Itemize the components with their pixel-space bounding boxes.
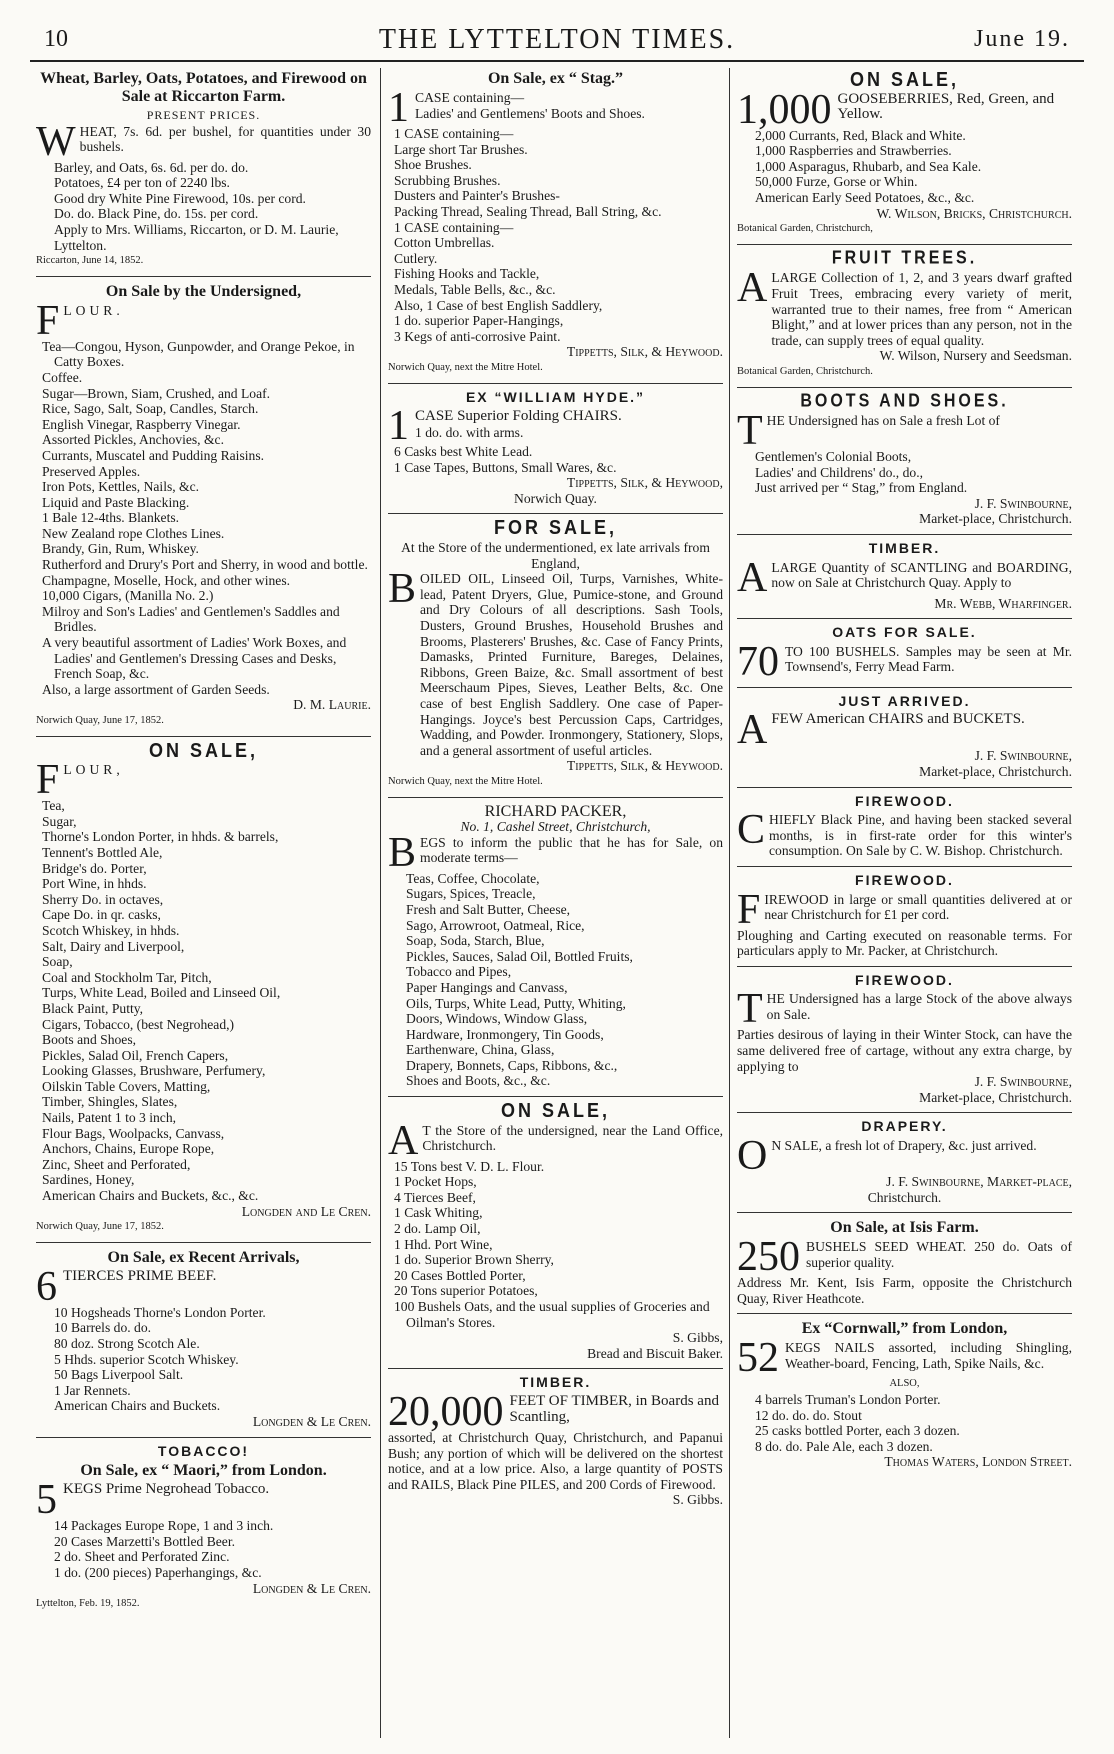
ad-line: Cigars, Tobacco, (best Negrohead,) [42,1016,235,1032]
ad-line: Pickles, Salad Oil, French Capers, [42,1047,229,1063]
ad-line: Hardware, Ironmongery, Tin Goods, [406,1026,604,1042]
ad-dateline: Lyttelton, Feb. 19, 1852. [36,1598,140,1610]
ad-line: 4 barrels Truman's London Porter. [755,1391,941,1407]
ad-signature: Longden & Le Cren. [252,1580,371,1596]
ad-line: 14 Packages Europe Rope, 1 and 3 inch. [54,1518,274,1534]
big-number: 1 [388,85,409,131]
ad-line: 10 Hogsheads Thorne's London Porter. [54,1304,266,1320]
ad-line: Medals, Table Bells, &c., &c. [394,281,556,297]
column-3 [737,68,1072,1483]
big-number: 6 [36,1263,57,1310]
ad-line: Earthenware, China, Glass, [406,1042,555,1058]
ad-line: Large short Tar Brushes. [394,141,528,157]
ad-line: Boots and Shoes, [42,1032,137,1048]
ad-title: FIREWOOD. [855,971,954,988]
ad-line: Also, 1 Case of best English Saddlery, [394,297,603,313]
ad-title: ON SALE, [500,1098,610,1122]
ad-text: HE Undersigned has on Sale a fresh Lot of [766,413,1000,429]
ad-line: Rice, Sago, Salt, Soap, Candles, Starch. [42,401,259,417]
drop-cap: T [737,408,763,455]
ad-title: On Sale, at Isis Farm. [830,1219,979,1237]
ad-line: 1 Pocket Hops, [394,1174,477,1190]
ad-text: KEGS NAILS assorted, including Shingling, Weather-board, Fencing, Lath, Spike Nails, &c. [785,1340,1072,1371]
ad-line: Black Paint, Putty, [42,1000,144,1016]
ad-just-arrived [737,694,1072,788]
ad-line: Tea—Congou, Hyson, Gunpowder, and Orange Pekoe, in Catty Boxes. [42,338,355,370]
ad-signature: Tippetts, Silk, & Heywood. [566,344,723,360]
ad-title: DRAPERY. [861,1118,948,1135]
ad-address: Market-place, Christchurch. [919,1089,1072,1105]
ad-gibbs-on-sale [388,1098,723,1369]
ad-line: Currants, Muscatel and Pudding Raisins. [42,447,265,463]
drop-cap: F [36,757,60,804]
ad-line: Cape Do. in qr. casks, [42,907,161,923]
ad-line: Preserved Apples. [42,463,141,479]
ad-title: EX “WILLIAM HYDE.” [465,388,646,405]
ad-line: 20 Tons superior Potatoes, [394,1283,538,1299]
ad-signature: Tippetts, Silk, & Heywood, [566,475,723,491]
ad-text: HIEFLY Black Pine, and having been stacked several months, is in first-rate order for this winter's consumption. On Sale by C. W. Bishop. Christchurch. [769,812,1072,859]
ad-line: 3 Kegs of anti-corrosive Paint. [394,328,561,344]
ad-line: 12 do. do. do. Stout [755,1407,862,1423]
ad-line: Champagne, Moselle, Hock, and other wines. [42,572,291,588]
ad-lines [388,126,723,344]
ad-line: 50,000 Furze, Gorse or Whin. [755,174,918,190]
ad-line: Tennent's Bottled Ale, [42,844,163,860]
ad-line: 1,000 Asparagus, Rhubarb, and Sea Kale. [755,158,982,174]
ad-firewood-bishop [737,794,1072,867]
ad-lines [388,871,723,1089]
ad-text: IREWOOD in large or small quantities delivered at or near Christchurch for £1 per cord. [764,891,1072,923]
column-1 [36,68,371,1625]
ad-lines [737,128,1072,206]
ad-line: 1 Bale 12-4ths. Blankets. [42,510,180,526]
ad-line: Nails, Patent 1 to 3 inch, [42,1110,177,1126]
ad-line: 1 do. superior Paper-Hangings, [394,313,564,329]
ad-subtitle: No. 1, Cashel Street, Christchurch, [460,819,651,835]
ad-line: 2 do. Lamp Oil, [394,1221,481,1237]
ad-text: 1 do. do. with arms. [415,424,524,440]
ad-title: OATS FOR SALE. [832,624,977,641]
ad-address: Bread and Biscuit Baker. [587,1345,723,1361]
ad-line: Coffee. [42,369,83,385]
ad-line: New Zealand rope Clothes Lines. [42,525,225,541]
drop-cap: B [388,829,417,876]
masthead [30,20,1084,62]
ad-signature: Tippetts, Silk, & Heywood. [566,758,723,774]
ad-oats [737,625,1072,688]
ad-line: 1 Jar Rennets. [54,1382,131,1398]
ad-riccarton-farm [36,70,371,277]
ad-text: LOUR, [63,762,124,778]
ad-line: Packing Thread, Sealing Thread, Ball String, &c. [394,203,662,219]
drop-cap: W [36,118,76,165]
ad-title: BOOTS AND SHOES. [800,391,1009,411]
ad-title: FOR SALE, [493,515,617,539]
ad-line: Sugar, [42,813,77,829]
ad-text: LARGE Collection of 1, 2, and 3 years dwarf grafted Fruit Trees, embracing every variety of merit, warranted true to their names, free from “ American Blight,” and at lower prices than any person, not in the trade, can supply trees of equal quality. [771,270,1072,348]
ad-lines [737,1392,1072,1454]
ad-title: TIMBER. [868,540,941,557]
ad-laurie [36,283,371,737]
ad-line: Gentlemen's Colonial Boots, [755,449,912,465]
ad-text: N SALE, a fresh lot of Drapery, &c. just arrived. [771,1137,1037,1153]
drop-cap: O [737,1132,768,1179]
big-number: 70 [737,638,779,685]
ad-line: A very beautiful assortment of Ladies' Work Boxes, and Ladies' and Gentlemen's Dressing Cases and Desks, French Soap, &c. [42,635,347,682]
ad-line: Assorted Pickles, Anchovies, &c. [42,432,224,448]
ad-lines [737,449,1072,496]
ad-address: Market-place, Christchurch. [919,764,1072,780]
ad-line: Looking Glasses, Brushware, Perfumery, [42,1063,266,1079]
ad-fruit-trees [737,248,1072,388]
ad-line: 10,000 Cigars, (Manilla No. 2.) [42,588,214,604]
ad-line: 80 doz. Strong Scotch Ale. [54,1336,200,1351]
ad-line: 8 do. do. Pale Ale, each 3 dozen. [755,1438,933,1454]
ad-address: Norwich Quay. [514,490,597,506]
big-number: 1 [388,403,409,450]
ad-line: Shoes and Boots, &c., &c. [406,1073,551,1089]
ad-title: On Sale, ex Recent Arrivals, [107,1248,300,1266]
ad-line: Thorne's London Porter, in hhds. & barrels, [42,829,279,845]
ad-line: Apply to Mrs. Williams, Riccarton, or D. M. Laurie, Lyttelton. [54,221,339,253]
ad-line: Bridge's do. Porter, [42,860,147,876]
ad-signature: S. Gibbs. [672,1492,723,1508]
ad-line: Sugar—Brown, Siam, Crushed, and Loaf. [42,385,271,401]
ad-signature: J. F. Swinbourne, Market-place, [886,1173,1072,1189]
ad-line: Just arrived per “ Stag,” from England. [755,480,968,496]
ad-text: CASE Superior Folding CHAIRS. [415,408,622,425]
ad-title: FRUIT TREES. [831,248,978,268]
ad-line: Cutlery. [394,250,438,266]
ad-line: Soap, Soda, Starch, Blue, [406,933,545,949]
ad-line: 10 Barrels do. do. [54,1320,152,1336]
drop-cap: B [388,566,417,613]
ad-line: Milroy and Son's Ladies' and Gentlemen's Saddles and Bridles. [42,603,340,635]
ad-text: LOUR. [63,302,124,318]
ad-isis-farm [737,1219,1072,1314]
ad-dateline: Norwich Quay, June 17, 1852. [36,1221,164,1233]
ad-line: Tea, [42,798,65,814]
ad-signature: Longden and Le Cren. [241,1203,371,1219]
newspaper-title: THE LYTTELTON TIMES. [378,24,736,55]
ad-text: Address Mr. Kent, Isis Farm, opposite the Christchurch Quay, River Heathcote. [737,1275,1072,1306]
ad-text: assorted, at Christchurch Quay, Christchurch, and Papanui Bush; any portion of which will be delivered on the shortest notice, and at a low price. Also, a large quantity of POSTS and RAILS, Black Pine PILES, and 200 Cords of Firewood. [388,1429,723,1492]
ad-line: Rutherford and Drury's Port and Sherry, in wood and bottle. [42,557,368,573]
ad-for-sale [388,515,723,797]
ad-text: EGS to inform the public that he has for Sale, on moderate terms— [420,834,723,866]
ad-line: 1,000 Raspberries and Strawberries. [755,143,952,159]
ad-line: 20 Cases Marzetti's Bottled Beer. [54,1533,236,1549]
ad-ex-stag [388,70,723,384]
ad-line: Doors, Windows, Window Glass, [406,1011,588,1027]
drop-cap: A [737,265,768,312]
ad-line: 1 Case Tapes, Buttons, Small Wares, &c. [394,459,617,475]
ad-line: 1 CASE containing— [394,126,514,141]
ad-drapery [737,1119,1072,1213]
ad-william-hyde [388,390,723,515]
ad-line: Oilskin Table Covers, Matting, [42,1078,211,1094]
ad-boots-and-shoes [737,391,1072,536]
ad-address: Christchurch. [867,1189,942,1205]
ad-signature: Mr. Webb, Wharfinger. [934,595,1072,611]
ad-title: FIREWOOD. [855,792,954,809]
ad-title: On Sale, ex “ Stag.” [487,70,624,87]
ad-line: English Vinegar, Raspberry Vinegar. [42,416,241,432]
drop-cap: T [737,986,763,1033]
ad-dateline: Botanical Garden, Christchurch. [737,365,873,377]
drop-cap: A [737,554,768,601]
big-number: 1,000 [737,86,832,133]
ad-signature: J. F. Swinbourne, [974,1074,1072,1090]
ad-lines [36,339,371,698]
ad-text: BUSHELS SEED WHEAT. 250 do. Oats of superior quality. [806,1239,1072,1270]
ad-dateline: Norwich Quay, next the Mitre Hotel. [388,775,543,787]
ad-line: Iron Pots, Kettles, Nails, &c. [42,479,200,495]
ad-line: Dusters and Painter's Brushes- [394,188,560,204]
ad-line: 15 Tons best V. D. L. Flour. [394,1158,545,1174]
ad-text: Ploughing and Carting executed on reasonable terms. For particulars apply to Mr. Packer, at Christchurch. [737,927,1072,959]
ad-title: On Sale by the Undersigned, [105,282,302,300]
ad-lines [388,1159,723,1331]
column-rule [729,68,730,1738]
ad-line: Liquid and Paste Blacking. [42,494,190,510]
big-number: 20,000 [388,1388,504,1435]
ad-line: 2,000 Currants, Red, Black and White. [755,127,966,143]
ad-title: ON SALE, [148,737,258,761]
ad-signature: J. F. Swinbourne, [974,748,1072,764]
column-2 [388,68,723,1521]
ad-line: Zinc, Sheet and Perforated, [42,1156,191,1172]
ad-line: 1 Hhd. Port Wine, [394,1236,493,1252]
ad-line: Do. do. Black Pine, do. 15s. per cord. [54,206,259,222]
ad-line: 50 Bags Liverpool Salt. [54,1367,184,1383]
ad-recent-arrivals [36,1249,371,1438]
ad-line: Soap, [42,954,73,970]
ad-line: 5 Hhds. superior Scotch Whiskey. [54,1351,239,1367]
ad-line: Port Wine, in hhds. [42,876,147,892]
ad-line: Sago, Arrowroot, Oatmeal, Rice, [406,917,585,933]
ad-signature: Thomas Waters, London Street. [884,1454,1072,1470]
ad-title: Ex “Cornwall,” from London, [801,1320,1008,1338]
ad-cornwall [737,1320,1072,1477]
ad-title: TOBACCO! [157,1442,250,1459]
ad-subtitle: On Sale, ex “ Maori,” from London. [80,1462,327,1480]
ad-line: 6 Casks best White Lead. [394,444,533,460]
ad-intro: At the Store of the undermentioned, ex late arrivals from England, [401,540,710,571]
big-number: 52 [737,1335,779,1382]
drop-cap: F [36,297,60,344]
ad-signature: W. Wilson, Bricks, Christchurch. [876,205,1072,221]
column-rule [380,68,381,1738]
ad-line: Oils, Turps, White Lead, Putty, Whiting, [406,995,626,1011]
ad-line: Fishing Hooks and Tackle, [394,266,540,282]
ad-line: Barley, and Oats, 6s. 6d. per do. do. [54,159,249,175]
ad-title: FIREWOOD. [855,872,954,888]
ad-line: Shoe Brushes. [394,157,472,173]
ad-line: American Early Seed Potatoes, &c., &c. [755,189,975,205]
big-number: 5 [36,1477,57,1524]
ad-line: Timber, Shingles, Slates, [42,1094,178,1110]
ad-line: Anchors, Chains, Europe Rope, [42,1141,215,1157]
ad-text: OILED OIL, Linseed Oil, Turps, Varnishes, White-lead, Patent Dryers, Glue, Pumice-stone, and Ground and Dry Colours of all descriptions. Sash Tools, Dusters, Ground Brushes, Household Brushes and Brooms, Plasterers' Brushes, &c. Case of Fancy Prints, Damasks, Printed Furniture, Bareges, Delaines, Ribbons, Green Baize, &c. Small assortment of best Meerschaum Pipes, Sieves, Leather Belts, &c. One case of best English Saddlery. One case of Paper-Hangings. Joyce's best Percussion Caps, Cartridges, Wadding, and Powder. Ironmongery, Stationery, Slops, and a general assortment of useful articles. [420,571,723,758]
ad-lines [36,798,371,1203]
ad-signature: S. Gibbs, [672,1330,723,1346]
ad-text: TO 100 BUSHELS. Samples may be seen at Mr. Townsend's, Ferry Mead Farm. [785,643,1072,675]
ad-gooseberries [737,67,1072,245]
ad-text: FEET OF TIMBER, in Boards and Scantling, [509,1392,719,1425]
ad-line: Sherry Do. in octaves, [42,891,164,907]
ad-line: Drapery, Bonnets, Caps, Ribbons, &c., [406,1057,618,1073]
ad-line: Scrubbing Brushes. [394,172,501,188]
ad-firewood-packer [737,873,1072,967]
ad-line: American Chairs and Buckets, &c., &c. [42,1188,259,1204]
ad-line: Salt, Dairy and Liverpool, [42,938,185,954]
ad-firewood-swinbourne [737,973,1072,1114]
ad-text: Parties desirous of laying in their Winter Stock, can have the same delivered free of cartage, without any extra charge, by applying to [737,1027,1072,1074]
ad-line: 1 do. Superior Brown Sherry, [394,1252,554,1268]
ad-text: KEGS Prime Negrohead Tobacco. [63,1481,270,1498]
ad-text: LARGE Quantity of SCANTLING and BOARDING, now on Sale at Christchurch Quay. Apply to [771,559,1072,591]
drop-cap: F [737,886,761,933]
ad-line: 1 Cask Whiting, [394,1205,483,1221]
ad-longden-on-sale [36,737,371,1243]
ad-text: T the Store of the undersigned, near the Land Office, Christchurch. [422,1122,723,1154]
ad-lines [36,1305,371,1414]
ad-line: Sugars, Spices, Treacle, [406,886,536,902]
ad-line: Turps, White Lead, Boiled and Linseed Oil, [42,985,281,1001]
issue-date: June 19. [974,26,1070,52]
page-number: 10 [44,26,68,52]
ad-line: Fresh and Salt Butter, Cheese, [406,901,571,917]
ad-signature: Longden & Le Cren. [252,1413,371,1429]
ad-line: 1 do. (200 pieces) Paperhangings, &c. [54,1564,262,1580]
ad-line: Cotton Umbrellas. [394,235,495,251]
big-number: 250 [737,1234,800,1281]
ad-text: CASE containing— [415,90,525,105]
ad-line: American Chairs and Buckets. [54,1398,221,1414]
ad-line: Flour Bags, Woolpacks, Canvass, [42,1125,225,1141]
ad-also: ALSO, [889,1378,920,1390]
ad-text: HE Undersigned has a large Stock of the above always on Sale. [766,991,1072,1022]
ad-line: Potatoes, £4 per ton of 2240 lbs. [54,175,230,191]
drop-cap: A [388,1117,419,1164]
ad-title: TIMBER. [519,1374,592,1391]
ad-line: Tobacco and Pipes, [406,964,512,980]
ad-line: Also, a large assortment of Garden Seeds. [42,681,270,697]
ad-lines [36,160,371,254]
ad-dateline: Norwich Quay, June 17, 1852. [36,715,164,726]
ad-timber-webb [737,541,1072,619]
ad-title: ON SALE, [849,67,959,91]
ad-title: Wheat, Barley, Oats, Potatoes, and Firewood on Sale at Riccarton Farm. [40,70,367,105]
ad-address: Market-place, Christchurch. [919,511,1072,527]
ad-text: HEAT, 7s. 6d. per bushel, for quantities under 30 bushels. [79,123,371,155]
ad-signature: J. F. Swinbourne, [974,495,1072,511]
ad-line: Scotch Whiskey, in hhds. [42,922,180,938]
ad-line: 1 CASE containing— [394,219,514,235]
ad-line: Sardines, Honey, [42,1172,135,1188]
ad-line: Paper Hangings and Canvass, [406,979,568,995]
ad-dateline: Botanical Garden, Christchurch, [737,223,873,235]
ad-line: Good dry White Pine Firewood, 10s. per cord. [54,190,306,206]
ad-line: Teas, Coffee, Chocolate, [406,870,540,886]
ad-line: Brandy, Gin, Rum, Whiskey. [42,541,199,557]
ad-title: JUST ARRIVED. [838,692,971,709]
ad-lines [388,444,723,475]
ad-text: GOOSEBERRIES, Red, Green, and Yellow. [837,90,1055,123]
ad-line: Coal and Stockholm Tar, Pitch, [42,969,212,985]
ad-text: TIERCES PRIME BEEF. [63,1267,217,1284]
ad-timber-gibbs [388,1375,723,1515]
ad-signature: W. Wilson, Nursery and Seedsman. [879,348,1072,364]
ad-tobacco [36,1444,371,1619]
drop-cap: A [737,707,768,754]
ad-dateline: Riccarton, June 14, 1852. [36,255,144,267]
ad-signature: D. M. Laurie. [293,697,371,713]
ad-line: 25 casks bottled Porter, each 3 dozen. [755,1423,960,1439]
ad-richard-packer [388,804,723,1098]
ad-line: 2 do. Sheet and Perforated Zinc. [54,1549,230,1565]
ad-line: 4 Tierces Beef, [394,1189,476,1205]
ad-line: 100 Bushels Oats, and the usual supplies of Groceries and Oilman's Stores. [394,1299,710,1330]
ad-dateline: Norwich Quay, next the Mitre Hotel. [388,361,543,373]
ad-text: Ladies' and Gentlemens' Boots and Shoes. [415,105,645,121]
ad-lines [36,1518,371,1580]
drop-cap: C [737,807,766,854]
ad-line: Ladies' and Childrens' do., do., [755,464,923,480]
ad-line: Pickles, Sauces, Salad Oil, Bottled Fruits, [406,948,633,964]
ad-title: RICHARD PACKER, [484,802,627,820]
ad-subtitle: PRESENT PRICES. [146,108,261,122]
ad-text: FEW American CHAIRS and BUCKETS. [771,711,1025,728]
ad-line: 20 Cases Bottled Porter, [394,1267,526,1283]
